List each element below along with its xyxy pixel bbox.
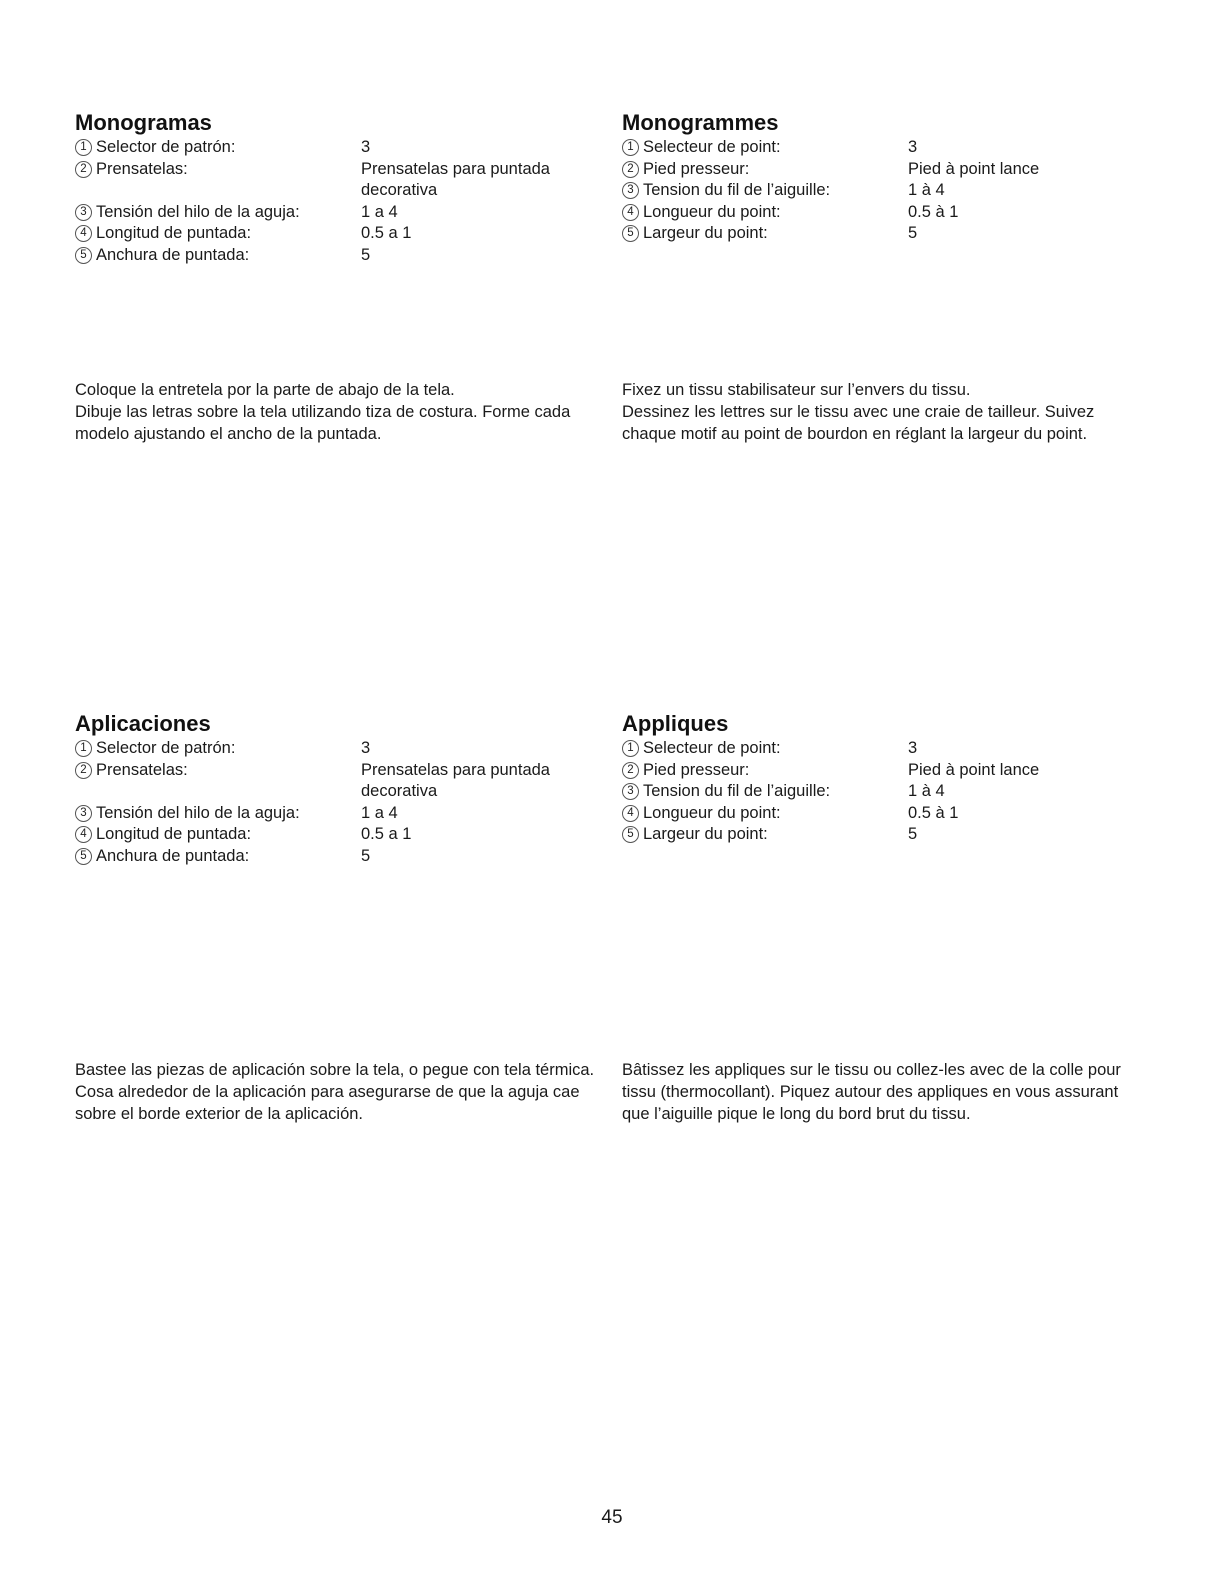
setting-row — [622, 781, 1039, 803]
setting-value: 1 à 4 — [908, 181, 945, 199]
circled-number-icon: 1 — [622, 740, 639, 757]
instruction-line: Fixez un tissu stabilisateur sur l’envers du tissu. — [622, 381, 971, 399]
instructions-fr-applique — [622, 1059, 1142, 1125]
section-es-applique — [75, 711, 550, 867]
setting-row — [622, 202, 1039, 224]
setting-value: Pied à point lance — [908, 760, 1040, 779]
instructions-es-applique — [75, 1059, 600, 1125]
section-title: Monogrammes — [622, 110, 779, 135]
setting-row — [622, 159, 1039, 181]
setting-row — [75, 846, 550, 868]
instruction-line: Bâtissez les appliques sur le tissu ou collez-les avec de la colle pour tissu (thermocollant). Piquez autour des appliques en vous assurant que l’aiguille pique le long du bord brut du tissu. — [622, 1061, 1121, 1123]
instruction-line: Dessinez les lettres sur le tissu avec une craie de tailleur. Suivez chaque motif au point de bourdon en réglant la largeur du point. — [622, 403, 1095, 443]
section-fr-applique — [622, 711, 1039, 846]
section-title: Monogramas — [75, 110, 212, 135]
settings-list — [75, 738, 550, 867]
settings-list — [622, 738, 1039, 846]
setting-label: Tensión del hilo de la aguja: — [96, 803, 300, 822]
setting-label: Selector de patrón: — [96, 138, 236, 156]
section-title: Aplicaciones — [75, 711, 211, 736]
setting-label: Selecteur de point: — [643, 138, 781, 156]
setting-row — [75, 223, 550, 245]
circled-number-icon: 3 — [75, 204, 92, 221]
setting-label: Longitud de puntada: — [96, 825, 252, 843]
setting-value: 5 — [361, 846, 371, 865]
circled-number-icon: 4 — [622, 805, 639, 822]
setting-label: Largeur du point: — [643, 825, 768, 843]
setting-row — [622, 760, 1039, 782]
setting-row — [622, 180, 1039, 202]
setting-value: 0.5 a 1 — [361, 224, 412, 242]
setting-value: 0.5 à 1 — [908, 803, 959, 822]
setting-label: Longueur du point: — [643, 202, 781, 221]
setting-label: Pied presseur: — [643, 760, 750, 779]
instructions-es-monogram — [75, 379, 595, 445]
circled-number-icon: 3 — [75, 805, 92, 822]
section-fr-monogram — [622, 110, 1039, 245]
setting-value: Pied à point lance — [908, 159, 1040, 178]
circled-number-icon: 4 — [75, 826, 92, 843]
settings-list — [622, 137, 1039, 245]
setting-row — [75, 202, 550, 224]
setting-label: Prensatelas: — [96, 159, 188, 178]
circled-number-icon: 1 — [75, 740, 92, 757]
instruction-line: Bastee las piezas de aplicación sobre la tela, o pegue con tela térmica. Cosa alrededor de la aplicación para asegurarse de que la aguja cae sobre el borde exterior de la aplicación. — [75, 1061, 595, 1123]
setting-label: Tension du fil de l’aiguille: — [643, 181, 831, 199]
setting-value: 3 — [908, 138, 918, 156]
setting-row — [622, 137, 1039, 159]
circled-number-icon: 2 — [622, 762, 639, 779]
instruction-line: Dibuje las letras sobre la tela utilizando tiza de costura. Forme cada modelo ajustando el ancho de la puntada. — [75, 403, 571, 443]
circled-number-icon: 5 — [75, 848, 92, 865]
circled-number-icon: 2 — [622, 161, 639, 178]
setting-label: Longitud de puntada: — [96, 224, 252, 242]
section-title: Appliques — [622, 711, 729, 736]
setting-value: 1 a 4 — [361, 803, 398, 822]
setting-label: Longueur du point: — [643, 803, 781, 822]
circled-number-icon: 3 — [622, 783, 639, 800]
setting-row — [75, 738, 550, 760]
setting-value: 3 — [361, 739, 371, 757]
setting-row — [622, 803, 1039, 825]
setting-row — [622, 824, 1039, 846]
setting-row — [622, 223, 1039, 245]
circled-number-icon: 3 — [622, 182, 639, 199]
setting-value: 5 — [908, 825, 918, 843]
circled-number-icon: 2 — [75, 762, 92, 779]
circled-number-icon: 1 — [622, 139, 639, 156]
setting-row — [75, 245, 550, 267]
setting-value: 1 a 4 — [361, 202, 398, 221]
setting-value: 0.5 à 1 — [908, 202, 959, 221]
setting-row — [75, 803, 550, 825]
circled-number-icon: 5 — [622, 826, 639, 843]
section-es-monogram — [75, 110, 550, 266]
setting-label: Tension du fil de l’aiguille: — [643, 782, 831, 800]
setting-value: 5 — [908, 224, 918, 242]
setting-value: 3 — [361, 138, 371, 156]
setting-row — [75, 159, 550, 202]
setting-label: Prensatelas: — [96, 760, 188, 779]
setting-row — [75, 760, 550, 803]
circled-number-icon: 4 — [75, 225, 92, 242]
setting-value: 1 à 4 — [908, 782, 945, 800]
circled-number-icon: 5 — [75, 247, 92, 264]
setting-label: Anchura de puntada: — [96, 846, 250, 865]
setting-value: 5 — [361, 245, 371, 264]
setting-label: Pied presseur: — [643, 159, 750, 178]
setting-value: Prensatelas para puntada decorativa — [361, 159, 550, 199]
setting-value: 3 — [908, 739, 918, 757]
setting-row — [75, 824, 550, 846]
circled-number-icon: 2 — [75, 161, 92, 178]
circled-number-icon: 1 — [75, 139, 92, 156]
instructions-fr-monogram — [622, 379, 1150, 445]
setting-value: 0.5 a 1 — [361, 825, 412, 843]
circled-number-icon: 5 — [622, 225, 639, 242]
setting-label: Tensión del hilo de la aguja: — [96, 202, 300, 221]
setting-label: Selector de patrón: — [96, 739, 236, 757]
instruction-line: Coloque la entretela por la parte de abajo de la tela. — [75, 381, 455, 399]
setting-label: Anchura de puntada: — [96, 245, 250, 264]
settings-list — [75, 137, 550, 266]
circled-number-icon: 4 — [622, 204, 639, 221]
setting-row — [622, 738, 1039, 760]
setting-label: Largeur du point: — [643, 224, 768, 242]
page-number: 45 — [601, 1507, 623, 1528]
setting-value: Prensatelas para puntada decorativa — [361, 760, 550, 800]
setting-label: Selecteur de point: — [643, 739, 781, 757]
setting-row — [75, 137, 550, 159]
